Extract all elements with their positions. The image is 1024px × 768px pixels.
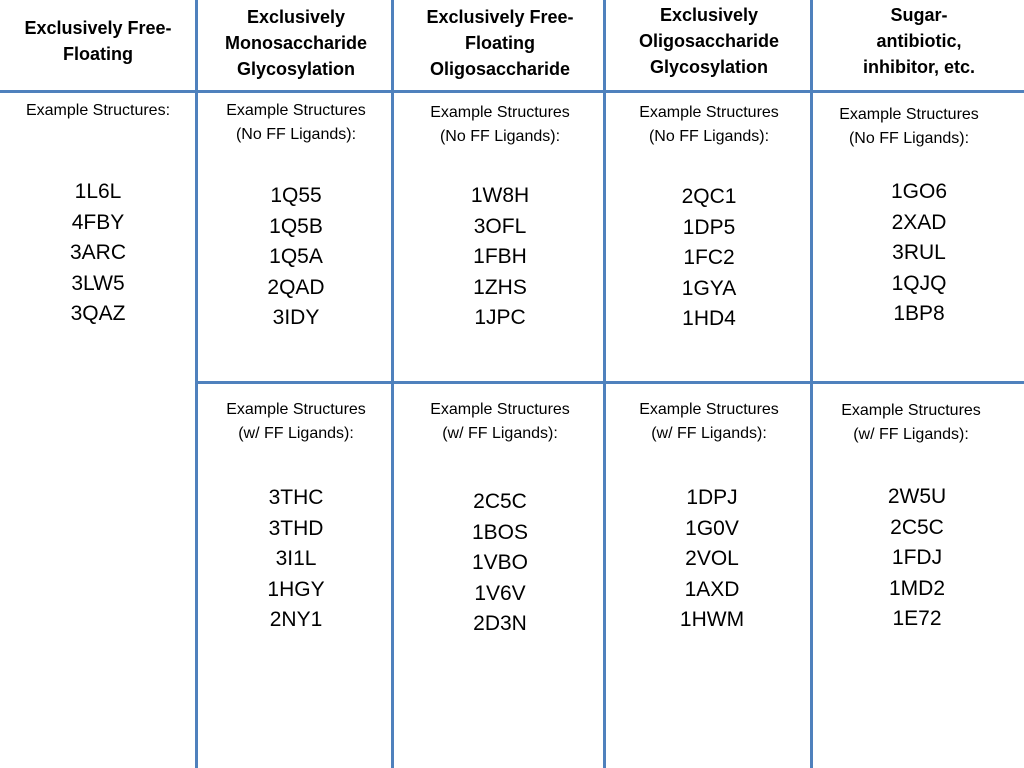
pdb-code: 1FDJ bbox=[891, 546, 943, 570]
top-codes-mono bbox=[198, 181, 394, 334]
pdb-code: 1BOS bbox=[471, 520, 529, 544]
pdb-code: 1E72 bbox=[892, 607, 942, 631]
pdb-code: 1L6L bbox=[74, 180, 122, 203]
pdb-code: 2W5U bbox=[887, 485, 947, 508]
pdb-code: 1G0V bbox=[685, 516, 739, 540]
pdb-code: 2D3N bbox=[473, 612, 527, 636]
pdb-code: 4FBY bbox=[71, 210, 125, 234]
bottom-codes-sugar bbox=[814, 482, 1020, 635]
pdb-code: 2QAD bbox=[267, 275, 325, 299]
pdb-code: 1GO6 bbox=[890, 180, 948, 203]
pdb-code: 1DPJ bbox=[686, 486, 738, 509]
pdb-code: 1JPC bbox=[474, 306, 526, 330]
row-divider bbox=[196, 381, 1024, 384]
bottom-caption-oligo-glyco: Example Structures (w/ FF Ligands): bbox=[639, 401, 779, 442]
pdb-code: 1BP8 bbox=[893, 302, 945, 326]
pdb-code: 2C5C bbox=[890, 515, 944, 539]
header-divider bbox=[0, 90, 1024, 93]
pdb-code: 3LW5 bbox=[71, 271, 125, 295]
pdb-code: 1ZHS bbox=[473, 275, 527, 299]
pdb-code: 1W8H bbox=[470, 184, 530, 207]
header-free-floating: Exclusively Free- Floating bbox=[24, 18, 172, 64]
bottom-codes-oligo-glyco bbox=[606, 483, 818, 636]
header-sugar-antibiotic: Sugar- antibiotic, inhibitor, etc. bbox=[862, 5, 975, 77]
pdb-code: 1Q5A bbox=[269, 245, 323, 269]
pdb-code: 3ARC bbox=[69, 241, 127, 265]
top-codes-ff-oligo bbox=[394, 181, 606, 334]
pdb-code: 3IDY bbox=[272, 306, 320, 330]
pdb-code: 3I1L bbox=[275, 547, 317, 571]
pdb-code: 2XAD bbox=[891, 210, 947, 234]
bottom-codes-ff-oligo bbox=[394, 487, 606, 640]
bottom-caption-mono: Example Structures (w/ FF Ligands): bbox=[226, 401, 366, 442]
pdb-code: 1QJQ bbox=[891, 271, 947, 295]
pdb-code: 1FBH bbox=[473, 245, 527, 269]
header-free-floating-oligosaccharide: Exclusively Free- Floating Oligosaccharide bbox=[426, 7, 574, 79]
pdb-code: 3OFL bbox=[473, 214, 527, 238]
top-caption-sugar: Example Structures (No FF Ligands): bbox=[839, 106, 979, 147]
pdb-code: 3THC bbox=[268, 486, 324, 509]
pdb-code: 3THD bbox=[268, 516, 324, 540]
pdb-code: 2C5C bbox=[473, 490, 527, 513]
top-caption-mono: Example Structures (No FF Ligands): bbox=[226, 102, 366, 143]
bottom-caption-ff-oligo: Example Structures (w/ FF Ligands): bbox=[430, 401, 570, 442]
pdb-code: 1VBO bbox=[471, 551, 529, 575]
pdb-code: 1HWM bbox=[679, 608, 745, 632]
pdb-code: 2NY1 bbox=[269, 608, 323, 632]
pdb-code: 1MD2 bbox=[888, 576, 946, 600]
top-codes-oligo-glyco bbox=[606, 182, 812, 335]
top-caption-ff-oligo: Example Structures (No FF Ligands): bbox=[430, 104, 570, 145]
header-oligosaccharide-glycosylation: Exclusively Oligosaccharide Glycosylation bbox=[638, 5, 780, 77]
bottom-caption-sugar: Example Structures (w/ FF Ligands): bbox=[841, 402, 981, 443]
pdb-code: 3QAZ bbox=[70, 302, 126, 326]
pdb-code: 1GYA bbox=[681, 276, 737, 300]
pdb-code: 1HGY bbox=[267, 577, 325, 601]
pdb-code: 2VOL bbox=[685, 547, 739, 571]
pdb-code: 1V6V bbox=[474, 581, 526, 605]
pdb-code: 1DP5 bbox=[682, 215, 736, 239]
header-monosaccharide-glycosylation: Exclusively Monosaccharide Glycosylation bbox=[224, 7, 368, 79]
top-codes-sugar bbox=[814, 177, 1024, 330]
top-caption-oligo-glyco: Example Structures (No FF Ligands): bbox=[639, 104, 779, 145]
pdb-code: 3RUL bbox=[892, 241, 946, 265]
pdb-code: 1Q55 bbox=[270, 184, 322, 207]
col1-codes bbox=[0, 177, 196, 330]
bottom-codes-mono bbox=[198, 483, 394, 636]
pdb-code: 1FC2 bbox=[683, 246, 735, 270]
pdb-code: 2QC1 bbox=[681, 185, 737, 208]
pdb-code: 1AXD bbox=[684, 577, 740, 601]
col1-caption: Example Structures: bbox=[25, 102, 171, 119]
pdb-code: 1Q5B bbox=[269, 214, 323, 238]
pdb-code: 1HD4 bbox=[682, 307, 736, 331]
